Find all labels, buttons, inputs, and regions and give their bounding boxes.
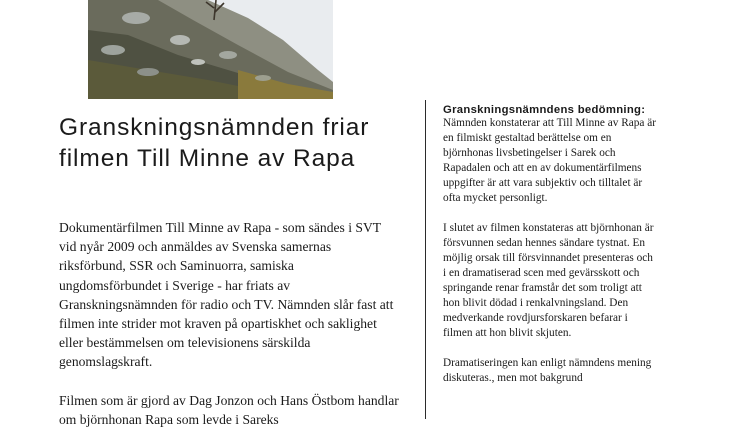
article-photo xyxy=(88,0,333,99)
article-paragraph: Dokumentärfilmen Till Minne av Rapa - som sändes i SVT vid nyår 2009 och anmäldes av Svenska samernas riksförbund, SSR och Saminuorra, samiska ungdomsförbundet i Sverige - har friats av Granskningsnämnden för radio och TV. Nämnden slår fast att filmen inte strider mot kraven på opartiskhet och saklighet eller bestämmelsen om televisionens särskilda genomslagskraft. xyxy=(59,220,394,370)
hillside-photo-icon xyxy=(88,0,333,99)
sidebar-title: Granskningsnämndens bedömning: xyxy=(443,104,646,116)
column-divider xyxy=(425,100,426,419)
sidebar-paragraph: Nämnden konstaterar att Till Minne av Rapa är en filmiskt gestaltad berättelse om en björnhonas livsbetingelser i Sarek och Rapadalen och att en av dokumentärfilmens uppgifter är att vara subjektiv och tilltalet är ofta mycket personligt. xyxy=(443,117,657,204)
article-paragraph: Filmen som är gjord av Dag Jonzon och Hans Östbom handlar om björnhonan Rapa som levde i Sareks xyxy=(59,392,399,428)
sidebar-paragraph: Dramatiseringen kan enligt nämndens mening diskuteras., men mot bakgrund xyxy=(443,357,652,384)
article-body xyxy=(59,218,399,448)
sidebar-box xyxy=(443,104,658,401)
sidebar-paragraph: I slutet av filmen konstateras att björnhonan är försvunnen sedan hennes sändare tystnat. En möjlig orsak till försvinnandet presenteras och i en dramatiserad scen med gevärsskott och springande renar framstår det som troligt att hon blivit dödad i renkalvningsland. Den medverkande rovdjursforskaren befarar i filmen att hon blivit skjuten. xyxy=(443,222,654,339)
article-headline: Granskningsnämnden friar filmen Till Minne av Rapa xyxy=(59,114,370,172)
